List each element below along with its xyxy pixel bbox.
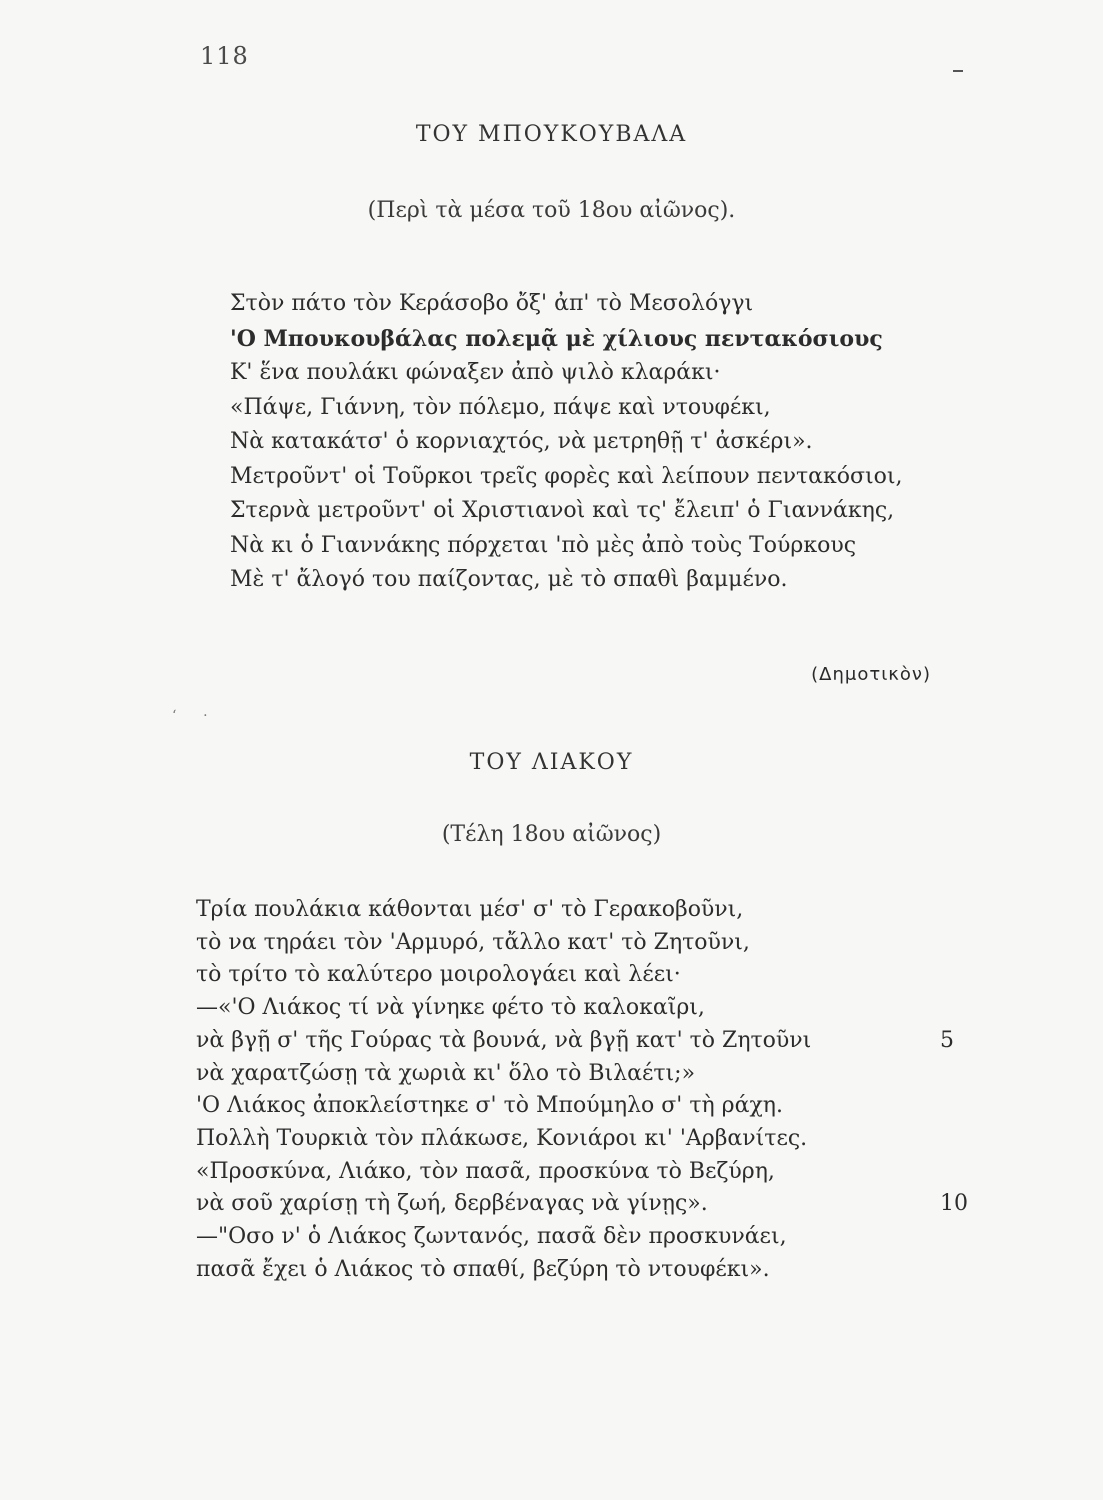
poem2-line — [196, 959, 996, 992]
poem1-line: Κ' ἕνα πουλάκι φώναξεν ἀπὸ ψιλὸ κλαράκι· — [230, 360, 721, 385]
poem1-line: Μετροῦντ' οἱ Τοῦρκοι τρεῖς φορὲς καὶ λείπουν πεντακόσιοι, — [230, 463, 903, 489]
poem2-line — [196, 992, 996, 1025]
poem2-line-text: Τρία πουλάκια κάθονται μέσ' σ' τὸ Γερακοβοῦνι, — [196, 897, 744, 922]
poem1-line: Στερνὰ μετροῦντ' οἱ Χριστιανοὶ καὶ τς' ἔλειπ' ὁ Γιαννάκης, — [230, 498, 895, 523]
line-number: 10 — [940, 1191, 968, 1217]
poem1-line: Νὰ κατακάτσ' ὁ κορνιαχτός, νὰ μετρηθῇ τ' ἀσκέρι». — [230, 429, 813, 454]
poem2-line-text: τὸ τρίτο τὸ καλύτερο μοιρολογάει καὶ λέει· — [196, 962, 681, 988]
poem1-line: Στὸν πάτο τὸν Κεράσοβο ὄξ' ἀπ' τὸ Μεσολόγγι — [230, 291, 754, 316]
poem2-line-text: νὰ σοῦ χαρίσῃ τὴ ζωή, δερβέναγας νὰ γίνῃς». — [196, 1191, 708, 1217]
page-number: 118 — [200, 42, 249, 70]
poem2-line-text: —«'Ο Λιάκος τί νὰ γίνηκε φέτο τὸ καλοκαῖρι, — [196, 995, 705, 1021]
poem2-line — [196, 1025, 996, 1058]
poem2-line-text: «Προσκύνα, Λιάκο, τὸν πασᾶ, προσκύνα τὸ Βεζύρη, — [196, 1158, 775, 1184]
poem1-line: Μὲ τ' ἄλογό του παίζοντας, μὲ τὸ σπαθὶ βαμμένο. — [230, 567, 788, 592]
poem1-title: ΤΟΥ ΜΠΟΥΚΟΥΒΑΛΑ — [415, 122, 688, 147]
poem2-line — [196, 1188, 996, 1221]
poem2-line — [196, 927, 996, 960]
poem2-line-text: νὰ βγῇ σ' τῆς Γούρας τὰ βουνά, νὰ βγῇ κατ' τὸ Ζητοῦνι — [196, 1027, 812, 1053]
poem2-title: ΤΟΥ ΛΙΑΚΟΥ — [469, 750, 634, 775]
poem2-subtitle: (Τέλη 18ου αἰῶνος) — [441, 822, 662, 847]
poem2-body — [196, 894, 996, 1286]
poem1-line: Νὰ κι ὁ Γιαννάκης πόρχεται 'πὸ μὲς ἀπὸ τοὺς Τούρκους — [230, 532, 857, 558]
poem2-line-text: νὰ χαρατζώσῃ τὰ χωριὰ κι' ὅλο τὸ Βιλαέτι;» — [196, 1060, 696, 1086]
poem1-line: «Πάψε, Γιάννη, τὸν πόλεμο, πάψε καὶ ντουφέκι, — [230, 394, 771, 420]
poem2-line-text: —"Οσο ν' ὁ Λιάκος ζωντανός, πασᾶ δὲν προσκυνάει, — [196, 1224, 787, 1250]
poem2-line-text: τὸ να τηράει τὸν 'Αρμυρό, τἄλλο κατ' τὸ Ζητοῦνι, — [196, 929, 750, 955]
poem1-body — [230, 287, 990, 598]
poem2-line-text: 'Ο Λιάκος ἀποκλείστηκε σ' τὸ Μπούμηλο σ' τὴ ράχη. — [196, 1093, 783, 1119]
poem2-line — [196, 1058, 996, 1091]
poem2-line — [196, 1156, 996, 1189]
poem2-line-text: πασᾶ ἔχει ὁ Λιάκος τὸ σπαθί, βεζύρη τὸ ντουφέκι». — [196, 1256, 770, 1282]
poem2-line — [196, 1123, 996, 1156]
poem1-line: 'Ο Μπουκουβάλας πολεμᾷ μὲ χίλιους πεντακόσιους — [230, 325, 883, 352]
poem2-line — [196, 1090, 996, 1123]
poem2-line-text: Πολλὴ Τουρκιὰ τὸν πλάκωσε, Κονιάροι κι' 'Αρβανίτες. — [196, 1125, 808, 1151]
stray-ink-marks: ‘ · — [172, 708, 208, 724]
line-number: 5 — [940, 1027, 954, 1053]
poem2-line — [196, 1254, 996, 1287]
corner-mark — [953, 70, 963, 72]
poem2-line — [196, 894, 996, 927]
poem1-subtitle: (Περὶ τὰ μέσα τοῦ 18ου αἰῶνος). — [367, 198, 736, 223]
poem1-attribution: (Δημοτικὸν) — [811, 664, 931, 685]
poem2-line — [196, 1221, 996, 1254]
